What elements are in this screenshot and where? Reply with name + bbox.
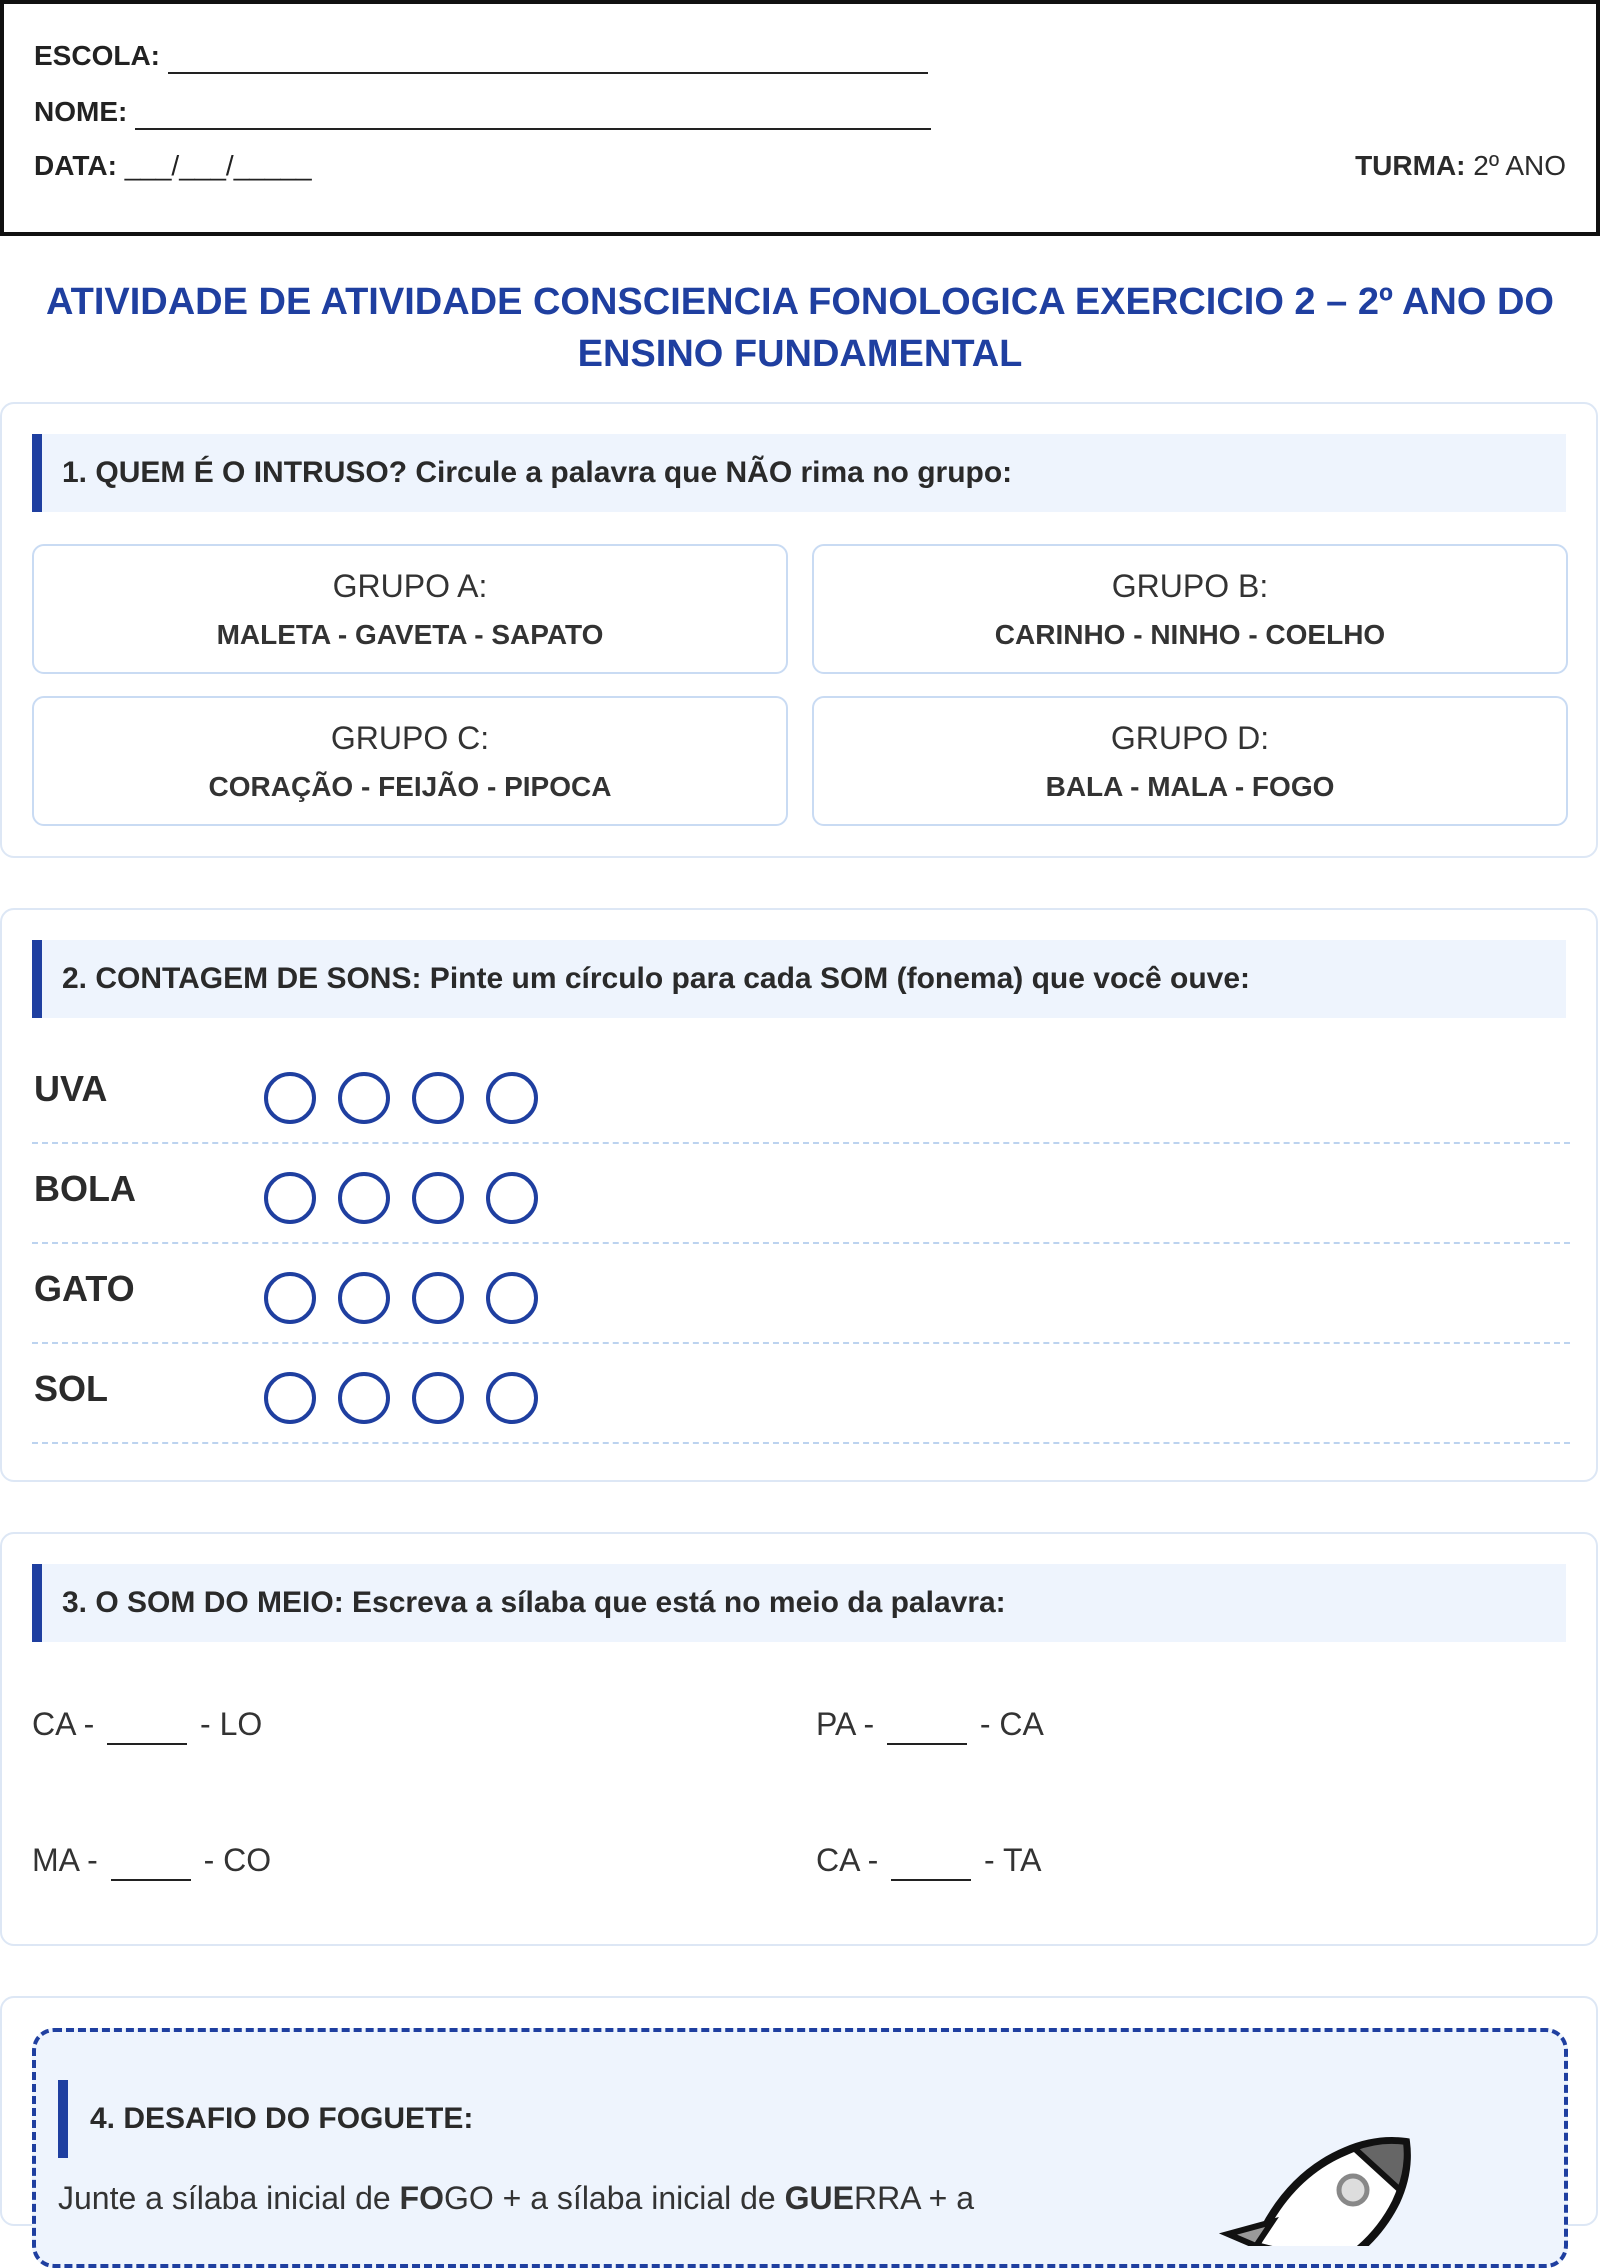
syllable-end: - TA	[984, 1842, 1042, 1878]
count-word: SOL	[34, 1368, 109, 1409]
group-card	[812, 696, 1568, 826]
section-4-heading: 4. DESAFIO DO FOGUETE:	[58, 2080, 473, 2158]
syllable-start: CA -	[32, 1706, 95, 1742]
turma-label: TURMA:	[1355, 150, 1466, 181]
middle-syllable-item	[32, 1842, 271, 1881]
sound-circle[interactable]	[412, 1372, 464, 1424]
syllable-start: PA -	[816, 1706, 875, 1742]
group-card	[32, 544, 788, 674]
turma	[1355, 150, 1566, 182]
sound-circle[interactable]	[486, 1272, 538, 1324]
sound-circle[interactable]	[486, 1172, 538, 1224]
group-words[interactable]: MALETA - GAVETA - SAPATO	[216, 619, 604, 650]
group-card	[812, 544, 1568, 674]
sound-circle[interactable]	[338, 1272, 390, 1324]
header-box	[0, 0, 1600, 236]
group-label: GRUPO C:	[330, 720, 490, 756]
escola-label: ESCOLA:	[34, 40, 160, 71]
syllable-blank[interactable]	[111, 1842, 191, 1881]
syllable-start: CA -	[816, 1842, 879, 1878]
word1-rest: GO	[443, 2180, 494, 2216]
count-row	[32, 1344, 1570, 1444]
word2-rest: RRA	[853, 2180, 920, 2216]
syllable-blank[interactable]	[891, 1842, 971, 1881]
section-intruder	[0, 402, 1598, 858]
section-1-heading: 1. QUEM É O INTRUSO? Circule a palavra que NÃO rima no grupo:	[32, 434, 1566, 512]
section-2-heading: 2. CONTAGEM DE SONS: Pinte um círculo para cada SOM (fonema) que você ouve:	[32, 940, 1566, 1018]
section-3-heading: 3. O SOM DO MEIO: Escreva a sílaba que está no meio da palavra:	[32, 1564, 1566, 1642]
sound-circle[interactable]	[338, 1072, 390, 1124]
title-line-2: ENSINO FUNDAMENTAL	[577, 333, 1023, 375]
syllable-end: - CO	[203, 1842, 272, 1878]
count-word: GATO	[34, 1268, 135, 1309]
nome-label: NOME:	[34, 96, 128, 127]
group-words[interactable]: BALA - MALA - FOGO	[1045, 771, 1335, 802]
word2-syllable: GUE	[784, 2180, 854, 2216]
syllable-start: MA -	[32, 1842, 98, 1878]
data-label: DATA:	[34, 150, 117, 181]
syllable-end: - CA	[979, 1706, 1044, 1742]
sound-circle[interactable]	[264, 1372, 316, 1424]
section-middle-sound	[0, 1532, 1598, 1946]
group-label: GRUPO D:	[1110, 720, 1270, 756]
sound-circle[interactable]	[338, 1372, 390, 1424]
challenge-box	[32, 2028, 1568, 2268]
sound-circle[interactable]	[264, 1072, 316, 1124]
sound-circle[interactable]	[412, 1072, 464, 1124]
count-row	[32, 1044, 1570, 1144]
section-rocket-challenge	[0, 1996, 1598, 2226]
data-field[interactable]: ___/___/_____	[124, 150, 312, 181]
group-words[interactable]: CORAÇÃO - FEIJÃO - PIPOCA	[208, 771, 612, 802]
sound-circle[interactable]	[486, 1372, 538, 1424]
sound-circle[interactable]	[412, 1272, 464, 1324]
escola-line	[34, 40, 928, 74]
challenge-mid: + a sílaba inicial de	[493, 2180, 785, 2216]
group-label: GRUPO A:	[332, 568, 488, 604]
sound-circle[interactable]	[264, 1172, 316, 1224]
challenge-text	[58, 2180, 974, 2217]
page-title	[0, 276, 1600, 380]
group-words[interactable]: CARINHO - NINHO - COELHO	[994, 619, 1386, 650]
count-word: BOLA	[34, 1168, 136, 1209]
group-card	[32, 696, 788, 826]
escola-field[interactable]	[168, 40, 928, 74]
turma-value: 2º ANO	[1473, 150, 1566, 181]
middle-syllable-item	[816, 1842, 1042, 1881]
sound-circle[interactable]	[264, 1272, 316, 1324]
syllable-blank[interactable]	[887, 1706, 967, 1745]
sound-circle[interactable]	[486, 1072, 538, 1124]
nome-field[interactable]	[135, 96, 931, 130]
group-label: GRUPO B:	[1111, 568, 1269, 604]
middle-syllable-item	[816, 1706, 1044, 1745]
sound-circle[interactable]	[412, 1172, 464, 1224]
data-line	[34, 150, 312, 182]
title-line-1: ATIVIDADE DE ATIVIDADE CONSCIENCIA FONOLOGICA EXERCICIO 2 – 2º ANO DO	[46, 281, 1554, 323]
count-word: UVA	[34, 1068, 108, 1109]
nome-line	[34, 96, 931, 130]
middle-syllable-item	[32, 1706, 262, 1745]
section-sound-count	[0, 908, 1598, 1482]
count-row	[32, 1244, 1570, 1344]
rocket-icon	[1216, 2116, 1416, 2246]
sound-circle[interactable]	[338, 1172, 390, 1224]
challenge-intro: Junte a sílaba inicial de	[58, 2180, 400, 2216]
syllable-end: - LO	[200, 1706, 263, 1742]
syllable-blank[interactable]	[107, 1706, 187, 1745]
count-row	[32, 1144, 1570, 1244]
challenge-end: + a	[919, 2180, 975, 2216]
word1-syllable: FO	[399, 2180, 444, 2216]
